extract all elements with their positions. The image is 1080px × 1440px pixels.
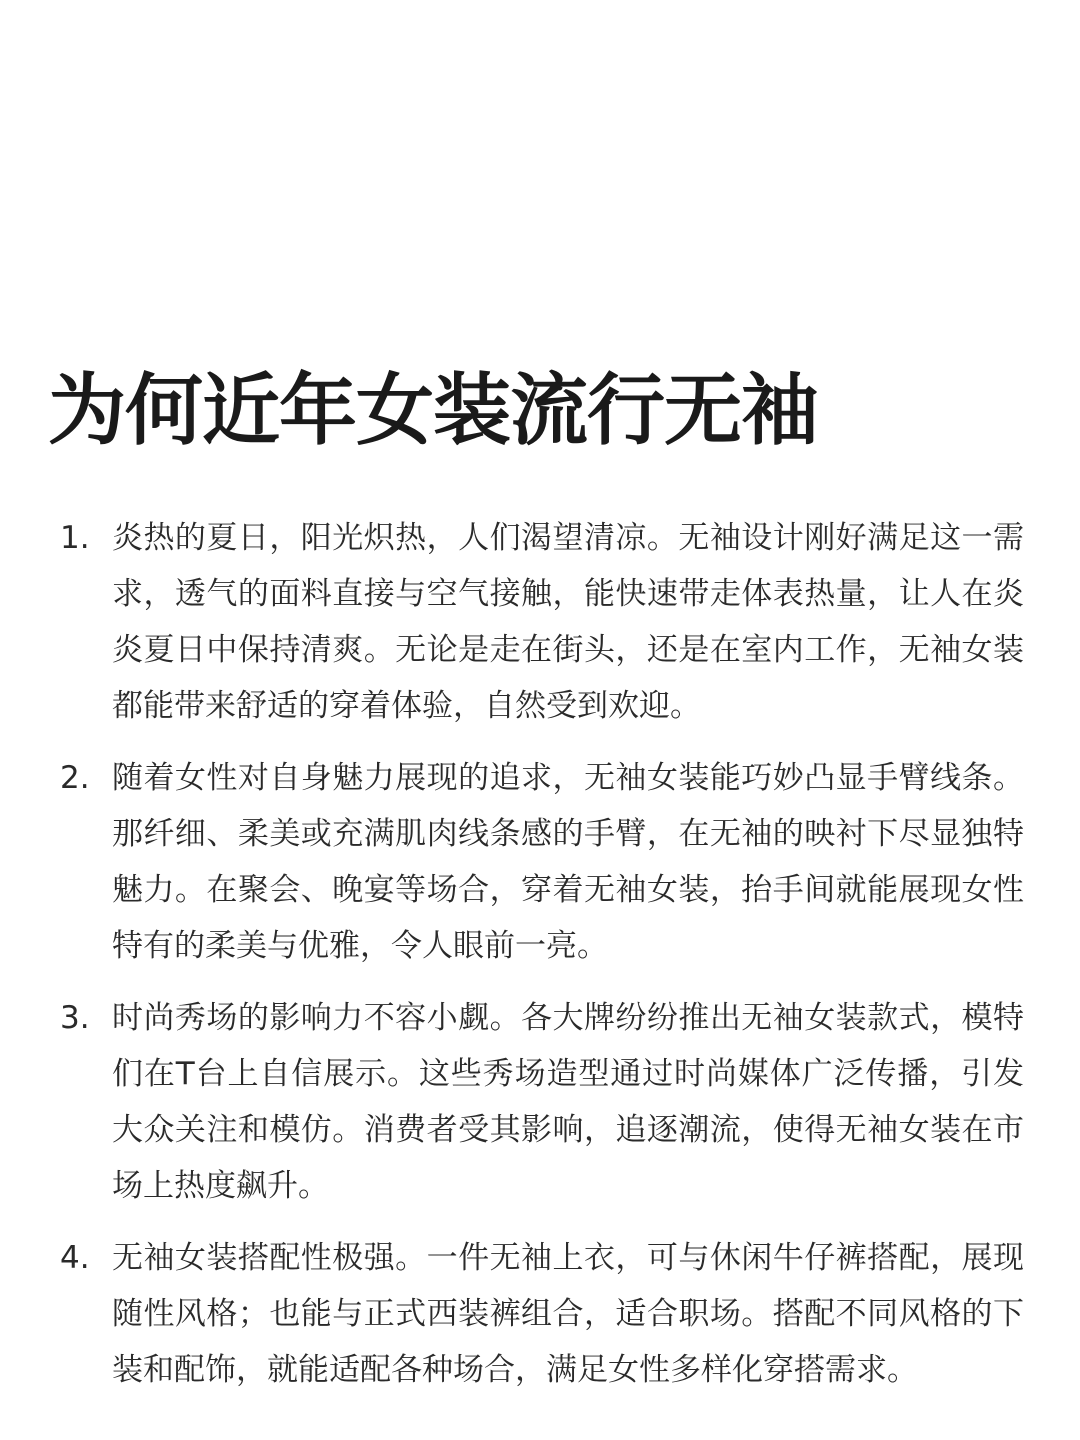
list-item xyxy=(0,750,1024,974)
list-item-number: 2. xyxy=(60,760,90,796)
list-item-number: 1. xyxy=(60,520,90,556)
list-item-text: 随着女性对自身魅力展现的追求，无袖女装能巧妙凸显手臂线条。那纤细、柔美或充满肌肉线条感的手臂，在无袖的映衬下尽显独特魅力。在聚会、晚宴等场合，穿着无袖女装，抬手间就能展现女性特有的柔美与优雅，令人眼前一亮。 xyxy=(112,760,1024,964)
list-item xyxy=(0,510,1024,734)
list-item-text: 时尚秀场的影响力不容小觑。各大牌纷纷推出无袖女装款式，模特们在T台上自信展示。这些秀场造型通过时尚媒体广泛传播，引发大众关注和模仿。消费者受其影响，追逐潮流，使得无袖女装在市场上热度飙升。 xyxy=(112,1000,1024,1204)
list-item-text: 炎热的夏日，阳光炽热，人们渴望清凉。无袖设计刚好满足这一需求，透气的面料直接与空气接触，能快速带走体表热量，让人在炎炎夏日中保持清爽。无论是走在街头，还是在室内工作，无袖女装都能带来舒适的穿着体验，自然受到欢迎。 xyxy=(112,520,1024,724)
list-item-number: 4. xyxy=(60,1240,90,1276)
list-item-number: 3. xyxy=(60,1000,90,1036)
list-item xyxy=(0,990,1024,1214)
list-item-text: 无袖女装搭配性极强。一件无袖上衣，可与休闲牛仔裤搭配，展现随性风格；也能与正式西装裤组合，适合职场。搭配不同风格的下装和配饰，就能适配各种场合，满足女性多样化穿搭需求。 xyxy=(112,1240,1024,1388)
article-title: 为何近年女装流行无袖 xyxy=(48,366,819,456)
list-item xyxy=(0,1230,1024,1398)
reason-list xyxy=(0,510,1080,1414)
